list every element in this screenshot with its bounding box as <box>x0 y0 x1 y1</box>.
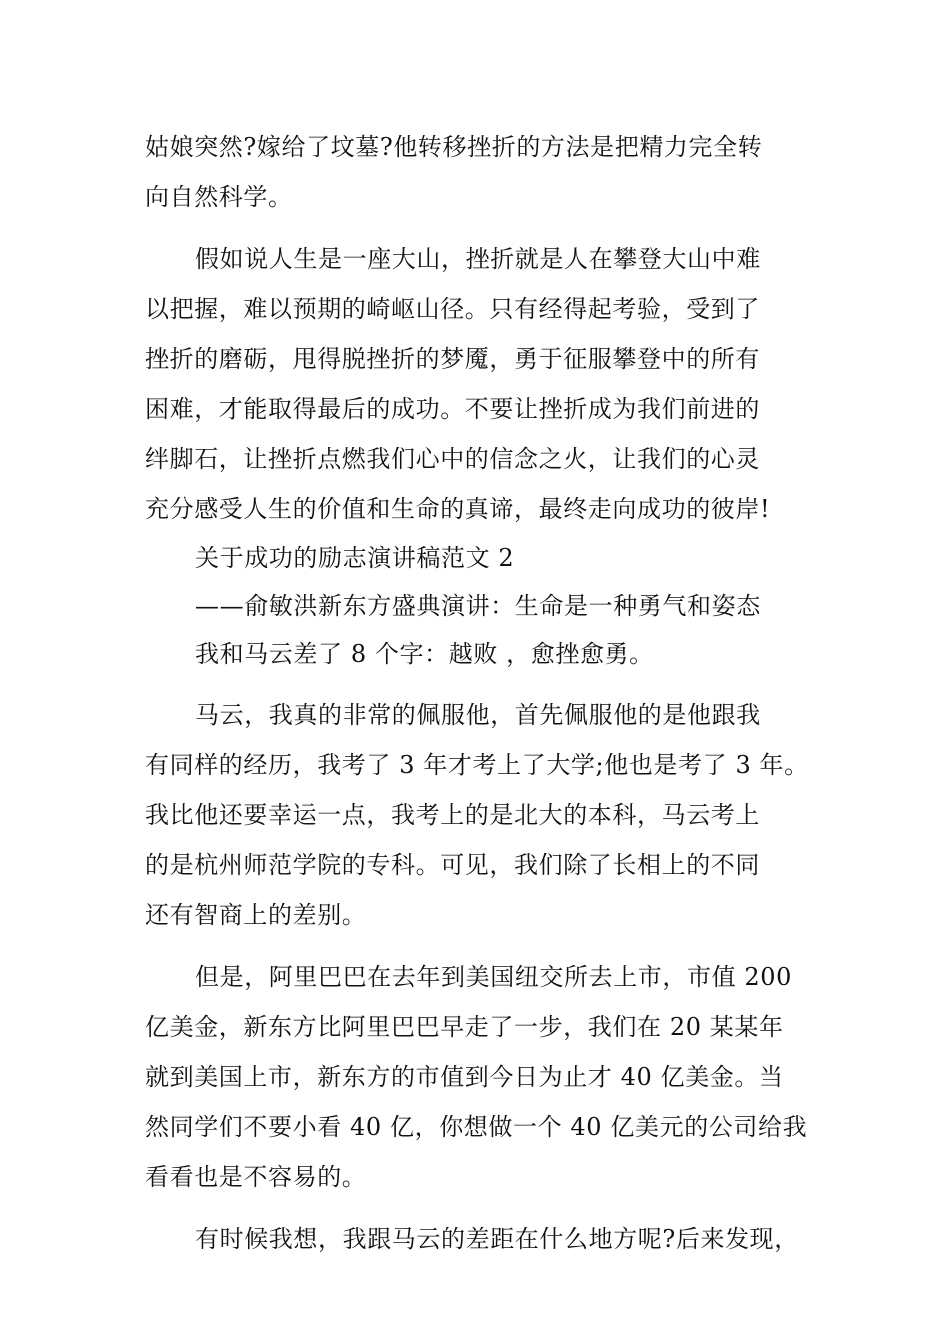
document-body <box>145 122 835 1264</box>
text-line: 充分感受人生的价值和生命的真谛，最终走向成功的彼岸! <box>145 495 771 523</box>
text-line: 然同学们不要小看 40 亿，你想做一个 40 亿美元的公司给我 <box>145 1113 808 1141</box>
text-line: 我比他还要幸运一点，我考上的是北大的本科，马云考上 <box>145 801 760 829</box>
text-line: 的是杭州师范学院的专科。可见，我们除了长相上的不同 <box>145 851 760 879</box>
text-line: 假如说人生是一座大山，挫折就是人在攀登大山中难 <box>195 245 761 273</box>
text-line: 向自然科学。 <box>145 183 293 211</box>
paragraph-gap <box>145 940 835 952</box>
text-line: 有时候我想，我跟马云的差距在什么地方呢?后来发现， <box>195 1225 799 1253</box>
section-subtitle: ——俞敏洪新东方盛典演讲：生命是一种勇气和姿态 <box>195 592 761 620</box>
text-line: 绊脚石，让挫折点燃我们心中的信念之火，让我们的心灵 <box>145 445 760 473</box>
text-line: 马云，我真的非常的佩服他，首先佩服他的是他跟我 <box>195 701 761 729</box>
text-line: 还有智商上的差别。 <box>145 901 367 929</box>
text-line: 我和马云差了 8 个字：越败 ，愈挫愈勇。 <box>195 640 654 668</box>
text-line: 有同样的经历，我考了 3 年才考上了大学;他也是考了 3 年。 <box>145 751 809 779</box>
text-line: 以把握，难以预期的崎岖山径。只有经得起考验，受到了 <box>145 295 760 323</box>
paragraph-gap <box>145 678 835 690</box>
text-line: 但是，阿里巴巴在去年到美国纽交所去上市，市值 200 <box>195 963 793 991</box>
text-line: 姑娘突然?嫁给了坟墓?他转移挫折的方法是把精力完全转 <box>145 133 763 161</box>
section-heading: 关于成功的励志演讲稿范文 2 <box>195 544 515 572</box>
text-line: 亿美金，新东方比阿里巴巴早走了一步，我们在 20 某某年 <box>145 1013 784 1041</box>
paragraph-gap <box>145 222 835 234</box>
paragraph-gap <box>145 1202 835 1214</box>
text-line: 挫折的磨砺，甩得脱挫折的梦魇，勇于征服攀登中的所有 <box>145 345 760 373</box>
text-line: 困难，才能取得最后的成功。不要让挫折成为我们前进的 <box>145 395 760 423</box>
text-line: 就到美国上市，新东方的市值到今日为止才 40 亿美金。当 <box>145 1063 784 1091</box>
text-line: 看看也是不容易的。 <box>145 1163 367 1191</box>
